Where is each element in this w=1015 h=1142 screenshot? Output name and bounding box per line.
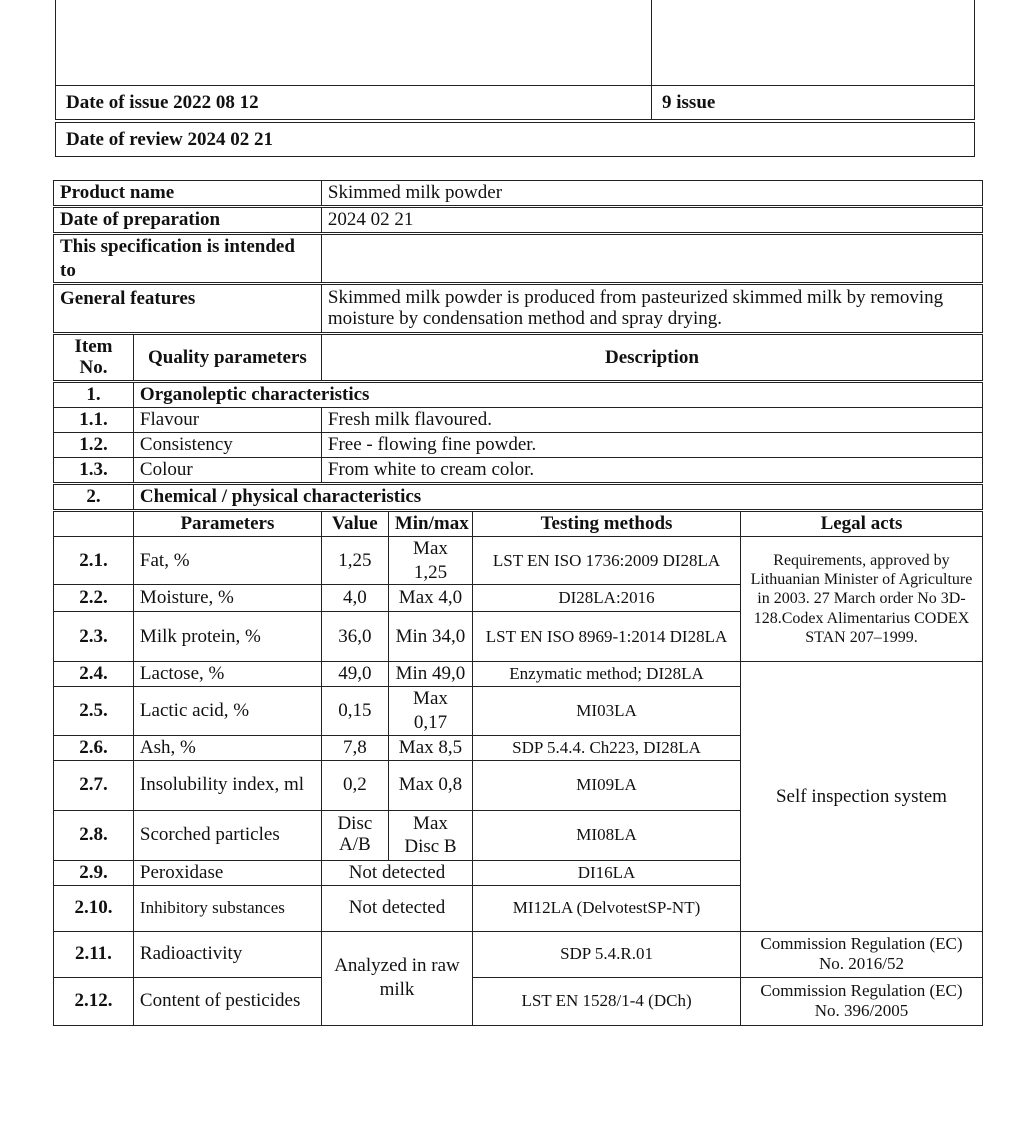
testing-method: SDP 5.4.R.01 [473, 931, 741, 977]
parameter-result: Not detected [321, 860, 472, 885]
section-title: Organoleptic characteristics [133, 382, 982, 408]
date-of-preparation-label: Date of preparation [54, 207, 322, 234]
table-row [54, 536, 983, 585]
parameter-minmax: Min 34,0 [388, 612, 472, 662]
intended-value [321, 233, 982, 284]
issue-number: 9 issue [652, 86, 975, 120]
parameter-name: Moisture, % [133, 585, 321, 612]
product-name-label: Product name [54, 181, 322, 207]
col-quality-parameters: Quality parameters [133, 334, 321, 382]
parameter-minmax: Max 1,25 [388, 536, 472, 585]
date-of-review: Date of review 2024 02 21 [56, 123, 975, 157]
parameter-value: Disc A/B [321, 810, 388, 860]
item-no: 2.7. [54, 760, 134, 810]
intended-label: This specification is intended to [54, 233, 322, 284]
parameter-description: Free - flowing fine powder. [321, 433, 982, 458]
section-number: 2. [54, 484, 134, 511]
parameter-value: 49,0 [321, 662, 388, 687]
testing-method: MI09LA [473, 760, 741, 810]
parameter-minmax: Max Disc B [388, 810, 472, 860]
parameter-value: 1,25 [321, 536, 388, 585]
subheader-minmax: Min/max [388, 510, 472, 536]
parameter-name: Content of pesticides [133, 977, 321, 1025]
subheader-blank [54, 510, 134, 536]
parameter-value: 36,0 [321, 612, 388, 662]
parameter-value: 0,2 [321, 760, 388, 810]
testing-method: MI12LA (DelvotestSP-NT) [473, 885, 741, 931]
parameter-name: Insolubility index, ml [133, 760, 321, 810]
testing-method: DI28LA:2016 [473, 585, 741, 612]
parameter-description: Fresh milk flavoured. [321, 408, 982, 433]
table-row [54, 458, 983, 484]
date-of-preparation-value: 2024 02 21 [321, 207, 982, 234]
section-number: 1. [54, 382, 134, 408]
parameter-name: Flavour [133, 408, 321, 433]
subheader-parameters: Parameters [133, 510, 321, 536]
raw-milk-note: Analyzed in raw milk [321, 931, 472, 1025]
parameter-name: Lactose, % [133, 662, 321, 687]
parameter-description: From white to cream color. [321, 458, 982, 484]
legal-acts-group-2: Self inspection system [740, 662, 982, 931]
item-no: 2.9. [54, 860, 134, 885]
parameter-name: Peroxidase [133, 860, 321, 885]
section-title: Chemical / physical characteristics [133, 484, 982, 511]
subheader-testing-methods: Testing methods [473, 510, 741, 536]
parameter-name: Milk protein, % [133, 612, 321, 662]
parameter-value: 4,0 [321, 585, 388, 612]
specification-table [53, 180, 983, 1026]
parameter-minmax: Max 4,0 [388, 585, 472, 612]
parameter-name: Inhibitory substances [133, 885, 321, 931]
testing-method: LST EN 1528/1-4 (DCh) [473, 977, 741, 1025]
parameter-minmax: Max 8,5 [388, 735, 472, 760]
table-row [54, 433, 983, 458]
subheader-legal-acts: Legal acts [740, 510, 982, 536]
item-no: 2.3. [54, 612, 134, 662]
header-blank-left [56, 0, 652, 86]
subheader-value: Value [321, 510, 388, 536]
header-blank-right [652, 0, 975, 86]
general-features-label: General features [54, 284, 322, 334]
item-no: 1.2. [54, 433, 134, 458]
general-features-value: Skimmed milk powder is produced from pasteurized skimmed milk by removing moisture by condensation method and spray drying. [321, 284, 982, 334]
parameter-name: Scorched particles [133, 810, 321, 860]
date-of-issue: Date of issue 2022 08 12 [56, 86, 652, 120]
item-no: 2.11. [54, 931, 134, 977]
col-description: Description [321, 334, 982, 382]
item-no: 2.5. [54, 687, 134, 736]
table-row [54, 977, 983, 1025]
item-no: 2.4. [54, 662, 134, 687]
parameter-minmax: Max 0,17 [388, 687, 472, 736]
parameter-name: Ash, % [133, 735, 321, 760]
product-name-value: Skimmed milk powder [321, 181, 982, 207]
document-header-table [55, 0, 975, 157]
table-row [54, 408, 983, 433]
legal-act: Commission Regulation (EC) No. 396/2005 [740, 977, 982, 1025]
parameter-name: Consistency [133, 433, 321, 458]
table-row [54, 662, 983, 687]
testing-method: LST EN ISO 1736:2009 DI28LA [473, 536, 741, 585]
parameter-minmax: Max 0,8 [388, 760, 472, 810]
parameter-value: 7,8 [321, 735, 388, 760]
item-no: 2.6. [54, 735, 134, 760]
item-no: 1.1. [54, 408, 134, 433]
parameter-minmax: Min 49,0 [388, 662, 472, 687]
testing-method: SDP 5.4.4. Ch223, DI28LA [473, 735, 741, 760]
testing-method: MI03LA [473, 687, 741, 736]
item-no: 2.1. [54, 536, 134, 585]
parameter-name: Radioactivity [133, 931, 321, 977]
item-no: 2.2. [54, 585, 134, 612]
parameter-result: Not detected [321, 885, 472, 931]
legal-acts-group-1: Requirements, approved by Lithuanian Minister of Agriculture in 2003. 27 March order No 3D-128.Codex Alimentarius CODEX STAN 207–1999. [740, 536, 982, 662]
legal-act: Commission Regulation (EC) No. 2016/52 [740, 931, 982, 977]
item-no: 2.10. [54, 885, 134, 931]
table-row [54, 931, 983, 977]
parameter-name: Fat, % [133, 536, 321, 585]
item-no: 2.8. [54, 810, 134, 860]
testing-method: MI08LA [473, 810, 741, 860]
testing-method: Enzymatic method; DI28LA [473, 662, 741, 687]
item-no: 2.12. [54, 977, 134, 1025]
testing-method: DI16LA [473, 860, 741, 885]
parameter-value: 0,15 [321, 687, 388, 736]
parameter-name: Lactic acid, % [133, 687, 321, 736]
testing-method: LST EN ISO 8969-1:2014 DI28LA [473, 612, 741, 662]
item-no: 1.3. [54, 458, 134, 484]
parameter-name: Colour [133, 458, 321, 484]
col-item-no: Item No. [54, 334, 134, 382]
